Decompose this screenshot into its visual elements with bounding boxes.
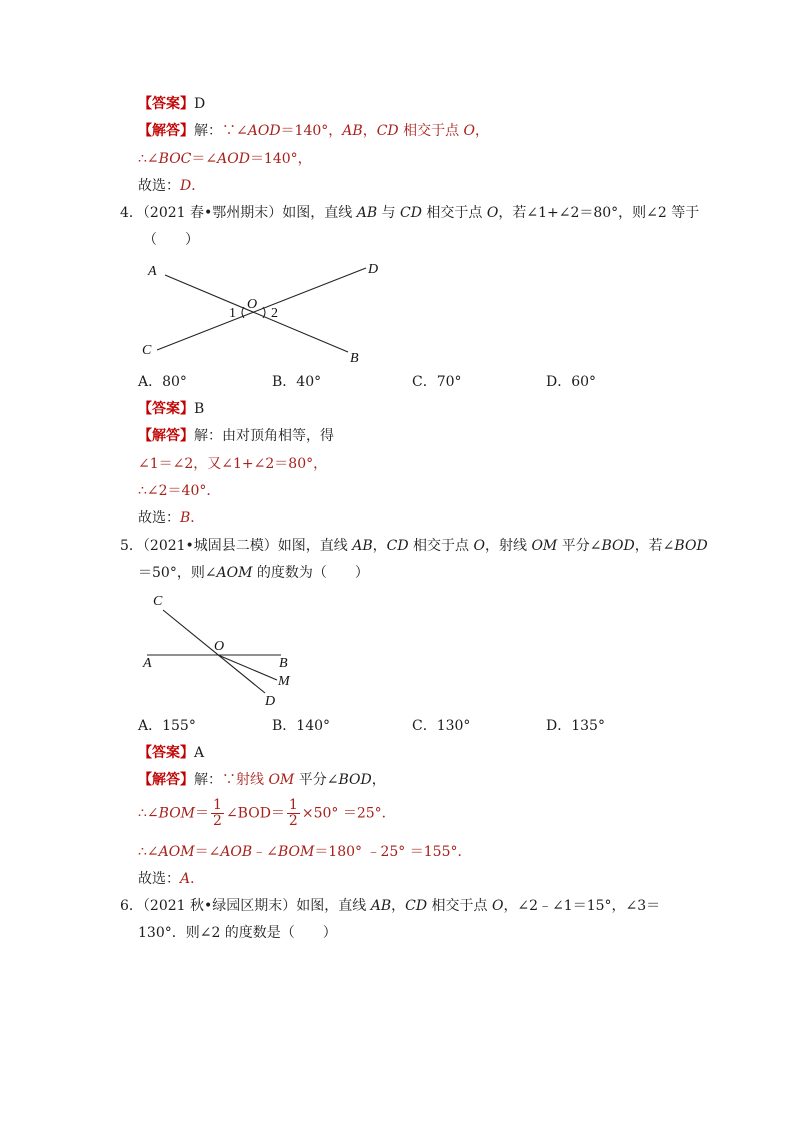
solution-text: ∴∠ [138,151,159,167]
q5-answer-line [138,743,204,763]
point-b-label: B [350,351,359,366]
answer-label: 【答案】 [138,745,194,761]
fraction-one-half [211,798,224,829]
stem-var: AOM [216,565,253,581]
q4-option-b: B．40° [272,374,322,390]
stem-text: ＝50°，则∠ [138,565,217,581]
stem-text: ， [391,898,406,914]
stem-text: ， [372,538,387,554]
solution-text: ＝140°， [280,123,343,139]
solution-text: ∠BOD＝ [225,805,285,822]
stem-text: 6．（2021 秋•绿园区期末）如图，直线 [120,898,371,914]
stem-var: O [473,538,485,554]
answer-value: D [194,96,206,112]
line-ab [165,275,348,352]
solution-text: ∴∠ [138,844,159,860]
q5-option-a: A．155° [138,718,196,734]
solution-var: BOM [277,844,315,860]
q4-solution-line-1 [138,426,334,446]
solution-text: 解：由对顶角相等，得 [194,428,334,444]
point-m-label: M [278,674,290,689]
point-a-label: A [143,656,152,671]
solution-var: AB [342,123,363,139]
point-a-label: A [148,264,157,279]
q4-figure-intersecting-lines [130,255,390,370]
q3-solution-line-2 [138,149,312,169]
stem-var: O [486,205,499,221]
q4-solution-line-3: ∴∠2＝40°． [138,483,221,499]
point-c-label: C [153,594,163,609]
stem-var: AB [370,898,392,914]
solution-text: ＝140°， [249,151,312,167]
solution-var: AOD [247,123,281,139]
solution-label: 【解答】 [138,772,194,788]
solution-var: AOM [158,844,195,860]
solution-text: 平分∠ [294,772,339,788]
stem-var: CD [405,898,428,914]
q4-choice-line [138,508,204,528]
q5-solution-line-3 [138,842,471,862]
solution-label: 【解答】 [138,428,194,444]
choice-label: 故选： [138,510,180,526]
q4-stem-line-1 [120,203,699,223]
solution-var: AOD [217,151,250,167]
stem-text: 相交于点 [421,205,487,221]
answer-value: A [194,745,205,761]
q5-solution-line-1 [138,770,386,790]
choice-period: ． [190,510,205,526]
solution-text: ×50° ＝25°． [301,805,396,822]
solution-text: 解： [194,123,222,139]
stem-text: ，若∠1+∠2＝80°，则∠2 等于 [498,205,700,221]
ray-om [218,655,277,680]
answer-label: 【答案】 [138,401,194,417]
answer-label: 【答案】 [138,96,194,112]
stem-var: CD [386,538,409,554]
point-o-label: O [247,297,258,312]
choice-label: 故选： [138,871,180,887]
stem-text: 4．（2021 春•鄂州期末）如图，直线 [120,205,357,221]
q5-option-d: D．135° [546,718,605,734]
solution-text: ∴∠ [138,805,159,822]
solution-text: 相交于点 [398,123,464,139]
q5-stem-line-1 [120,536,708,556]
q4-answer-line [138,399,204,419]
stem-var: BOD [601,538,635,554]
q5-option-c: C．130° [412,718,471,734]
solution-var: BOD [338,772,372,788]
fraction-one-half [287,798,300,829]
q3-answer-line [138,94,205,114]
choice-period: ． [190,871,205,887]
solution-text: ＝ [195,805,210,822]
solution-text: ＝∠ [194,844,221,860]
point-o-label: O [214,639,225,654]
solution-var: CD [376,123,399,139]
point-d-label: D [368,262,379,277]
q3-solution-line-1 [138,121,489,141]
stem-text: ，若∠ [634,538,675,554]
q4-solution-line-2: ∠1＝∠2，又∠1+∠2＝80°， [138,456,328,472]
solution-var: O [463,123,476,139]
solution-text: ， [371,772,386,788]
q4-option-a: A．80° [138,374,187,390]
stem-var: AB [356,205,378,221]
q5-solution-line-2 [138,798,396,829]
point-d-label: D [265,694,276,709]
choice-value: B [180,510,191,526]
solution-text: ， [362,123,377,139]
q6-stem-line-1 [120,896,660,916]
fraction-denominator: 2 [213,813,222,829]
solution-text: ﹣∠ [252,844,278,860]
line-cd [157,268,366,350]
stem-var: O [491,898,504,914]
choice-value: D [180,178,192,194]
solution-text: ＝∠ [191,151,218,167]
stem-text: 平分∠ [557,538,602,554]
fraction-numerator: 1 [288,797,298,813]
q4-option-c: C．70° [412,374,462,390]
fraction-numerator: 1 [213,797,222,813]
solution-label: 【解答】 [138,123,194,139]
q4-stem-line-2: （ ） [143,232,199,248]
point-b-label: B [279,656,288,671]
point-c-label: C [142,343,152,358]
stem-text: ，射线 [484,538,532,554]
solution-text: ∵∠ [222,123,248,139]
stem-text: 的度数为（ ） [252,565,369,581]
answer-value: B [194,401,205,417]
choice-label: 故选： [138,178,180,194]
angle-2-label: 2 [271,306,278,321]
stem-text: 与 [377,205,401,221]
stem-text: 相交于点 [408,538,474,554]
solution-text: ∵射线 [222,772,269,788]
q6-stem-line-2: 130°．则∠2 的度数是（ ） [138,925,337,941]
angle-1-label: 1 [229,306,236,321]
solution-text: ， [475,123,490,139]
stem-text: 相交于点 [427,898,492,914]
q5-stem-line-2 [138,563,369,583]
q4-option-d: D．60° [546,374,597,390]
choice-period: ． [191,178,206,194]
solution-text: ＝180° ﹣25° ＝155°． [314,844,472,860]
solution-var: AOB [220,844,253,860]
q5-option-b: B．140° [272,718,331,734]
fraction-denominator: 2 [288,813,298,829]
stem-var: CD [400,205,422,221]
q3-choice-line [138,176,205,196]
stem-text: ，∠2﹣∠1＝15°，∠3＝ [503,898,661,914]
solution-var: OM [268,772,295,788]
q5-choice-line [138,869,204,889]
solution-var: BOC [158,151,192,167]
q5-figure-lines-and-ray [135,590,300,710]
stem-text: 5．（2021•城固县二模）如图，直线 [120,538,353,554]
stem-var: OM [531,538,558,554]
stem-var: BOD [674,538,708,554]
solution-text: 解： [194,772,222,788]
choice-value: A [180,871,191,887]
solution-var: BOM [158,805,196,822]
stem-var: AB [352,538,373,554]
